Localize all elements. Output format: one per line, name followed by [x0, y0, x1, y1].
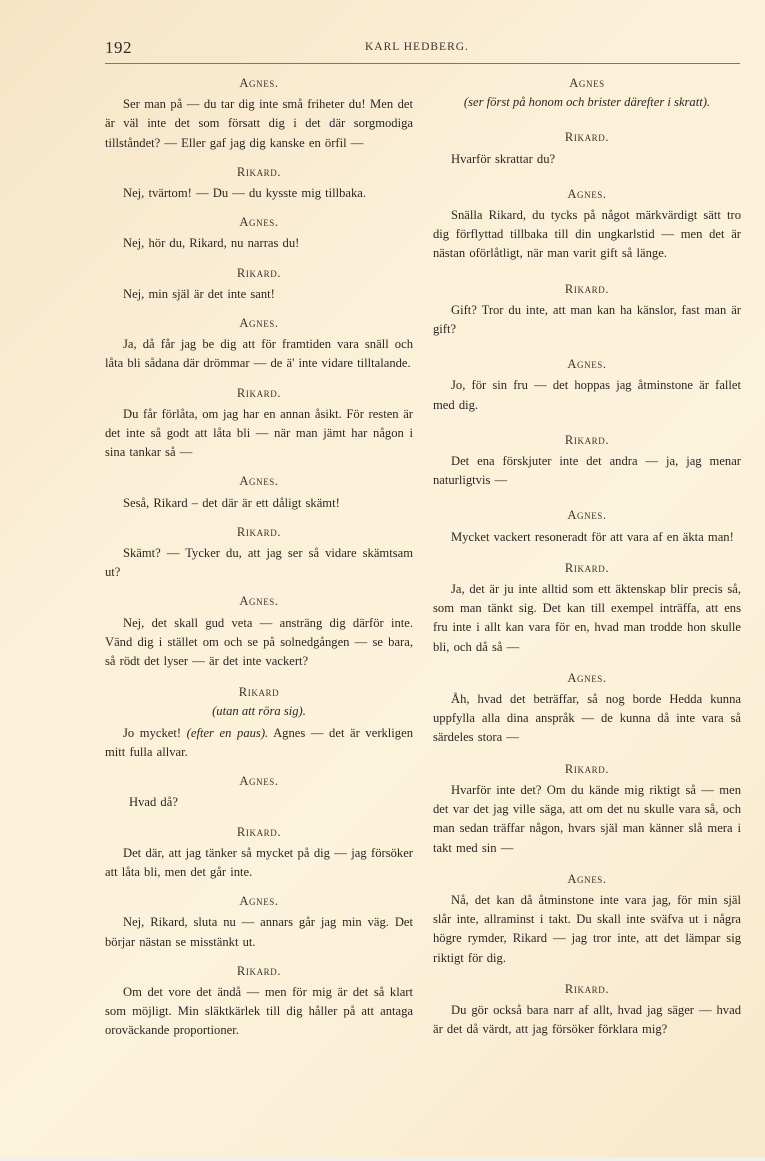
- dialogue-block: [433, 559, 741, 657]
- speaker-name: Rikard.: [564, 432, 610, 447]
- speaker-name: Agnes.: [239, 774, 279, 789]
- running-title: KARL HEDBERG.: [365, 41, 469, 53]
- speech-text: Du gör också bara narr af allt, hvad jag säger — hvad är det då värdt, att jag försöker förklara mig?: [433, 1002, 741, 1037]
- running-head: [105, 36, 740, 62]
- speaker-name: Agnes.: [567, 186, 607, 201]
- speech-text: Snälla Rikard, du tycks på något märkvärdigt sätt tro dig förflyttad tillbaka till din ungkarlstid — men det är nästan oförlåtligt, när man varit gift så länge.: [433, 208, 741, 261]
- dialogue-block: [105, 962, 413, 1041]
- speech-text: Hvarför skrattar du?: [451, 151, 556, 166]
- speaker-name: Rikard.: [564, 281, 610, 296]
- speaker-name: Rikard.: [236, 265, 282, 280]
- speech-text: Hvarför inte det? Om du kände mig riktigt så — men det var det jag ville säga, att om det nu skulle vara så, och man sedan träffar någon, hvars själ man känner slå mera i takt med sin —: [433, 782, 741, 855]
- speech-fragment: Agnes — det är verkligen mitt fulla allvar.: [105, 725, 413, 759]
- speaker-name: Rikard.: [236, 963, 282, 978]
- speech-text: Du får förlåta, om jag har en annan åsikt. För resten är det inte så godt att låta bli — när man jämt har någon i sina tankar så —: [105, 406, 413, 460]
- speaker-name: Agnes.: [239, 594, 279, 609]
- page-number: 192: [105, 38, 132, 57]
- dialogue-block: [105, 683, 413, 762]
- speech-text: Nå, det kan då åtminstone inte vara jag, för min själ slår inte, allraminst i takt. Du skall inte sväfva ut i några högre rymder, Rikard — jag tror inte, att det lämpar sig riktigt för dig.: [433, 892, 741, 965]
- dialogue-block: [105, 523, 413, 583]
- speaker-name: Rikard.: [236, 524, 282, 539]
- speech-text: Mycket vackert resoneradt för att vara af en äkta man!: [451, 529, 734, 544]
- speaker-name: Rikard.: [564, 761, 610, 776]
- dialogue-block: [105, 314, 413, 374]
- dialogue-block: [105, 472, 413, 512]
- dialogue-block: [105, 892, 413, 952]
- speech-text: [105, 724, 413, 762]
- speaker-name: Agnes.: [567, 508, 607, 523]
- speech-text: Om det vore det ändå — men för mig är det så klart som möjligt. Min släktkärlek till dig håller på att antaga oroväckande proportioner.: [105, 984, 413, 1038]
- speech-text: Gift? Tror du inte, att man kan ha känslor, fast man är gift?: [433, 302, 741, 337]
- dialogue-block: [105, 213, 413, 253]
- stage-direction: (utan att röra sig).: [212, 704, 306, 719]
- dialogue-block: [105, 823, 413, 883]
- dialogue-block: [433, 980, 741, 1040]
- speech-text: Nej, min själ är det inte sant!: [123, 286, 275, 301]
- speaker-name: Rikard.: [236, 164, 282, 179]
- speech-text: Nej, Rikard, sluta nu — annars går jag min väg. Det börjar nästan se misstänkt ut.: [105, 915, 413, 949]
- speaker-name: Agnes.: [239, 474, 279, 489]
- inline-stage-direction: (efter en paus).: [186, 725, 269, 740]
- speaker-name: Agnes.: [567, 357, 607, 372]
- speech-text: Åh, hvad det beträffar, så nog borde Hedda kunna uppfylla alla dina anspråk — de kunna då inte vara så särdeles stora —: [433, 692, 741, 745]
- dialogue-block: [433, 128, 741, 168]
- dialogue-block: [433, 760, 741, 858]
- speech-text: Hvad då?: [129, 795, 178, 810]
- dialogue-block: [105, 264, 413, 304]
- speaker-name: Rikard: [238, 685, 280, 700]
- dialogue-block: [433, 506, 741, 546]
- header-rule: [105, 63, 740, 64]
- dialogue-block: [105, 384, 413, 463]
- dialogue-block: [105, 772, 413, 812]
- speech-text: Nej, hör du, Rikard, nu narras du!: [123, 236, 300, 251]
- speech-text: Ja, det är ju inte alltid som ett äktenskap blir precis så, som man tänkt sig. Det kan till exempel inträffa, att ens fru inte i allt kan vara för en, hvad man trodde hon skulle bli, och då så —: [433, 582, 741, 654]
- speech-text: Skämt? — Tycker du, att jag ser så vidare skämtsam ut?: [105, 546, 413, 580]
- speaker-name: Rikard.: [564, 130, 610, 145]
- speaker-name: Agnes.: [239, 215, 279, 230]
- speaker-name: Rikard.: [564, 560, 610, 575]
- dialogue-block: [433, 280, 741, 340]
- left-column: [105, 74, 413, 1041]
- dialogue-block: [433, 431, 741, 491]
- speaker-name: Rikard.: [236, 385, 282, 400]
- speaker-name: Agnes.: [239, 316, 279, 331]
- speaker-name: Rikard.: [236, 824, 282, 839]
- dialogue-block: [105, 163, 413, 203]
- dialogue-block: [105, 74, 413, 153]
- speech-text: Nej, tvärtom! — Du — du kysste mig tillbaka.: [123, 186, 367, 201]
- page-edge: [0, 1157, 765, 1161]
- speaker-name: Rikard.: [564, 981, 610, 996]
- stage-direction: (ser först på honom och brister därefter i skratt).: [463, 95, 711, 110]
- speech-text: Seså, Rikard – det där är ett dåligt skämt!: [123, 495, 340, 510]
- speaker-name: Agnes.: [239, 76, 279, 90]
- speech-text: Jo, för sin fru — det hoppas jag åtminstone är fallet med dig.: [433, 378, 741, 412]
- speaker-name: Agnes.: [567, 670, 607, 685]
- speaker-name: Agnes: [569, 76, 605, 90]
- dialogue-block: [433, 185, 741, 264]
- speech-text: Nej, det skall gud veta — ansträng dig därför inte. Vänd dig i stället om och se på solnedgången — se bara, så rödt det lyser — är det inte vackert?: [105, 615, 413, 669]
- right-column: [433, 74, 741, 1039]
- dialogue-block: [105, 592, 413, 671]
- speaker-name: Agnes.: [239, 894, 279, 909]
- dialogue-block: [433, 74, 741, 112]
- dialogue-block: [433, 355, 741, 415]
- speech-text: Ser man på — du tar dig inte små friheter du! Men det är väl inte det som försatt dig i det där sorgmodiga tillståndet? — Eller gaf jag dig kanske en örfil —: [105, 97, 413, 150]
- speech-text: Ja, då får jag be dig att för framtiden vara snäll och låta bli sådana där drömmar — de ä' inte vidare tilltalande.: [105, 337, 413, 371]
- speech-fragment: Jo mycket!: [123, 725, 187, 740]
- speech-text: Det där, att jag tänker så mycket på dig — jag försöker att låta bli, men det går inte.: [105, 845, 413, 879]
- speech-text: Det ena förskjuter inte det andra — ja, jag menar naturligtvis —: [433, 454, 741, 488]
- dialogue-block: [433, 669, 741, 748]
- speaker-name: Agnes.: [567, 871, 607, 886]
- dialogue-block: [433, 870, 741, 968]
